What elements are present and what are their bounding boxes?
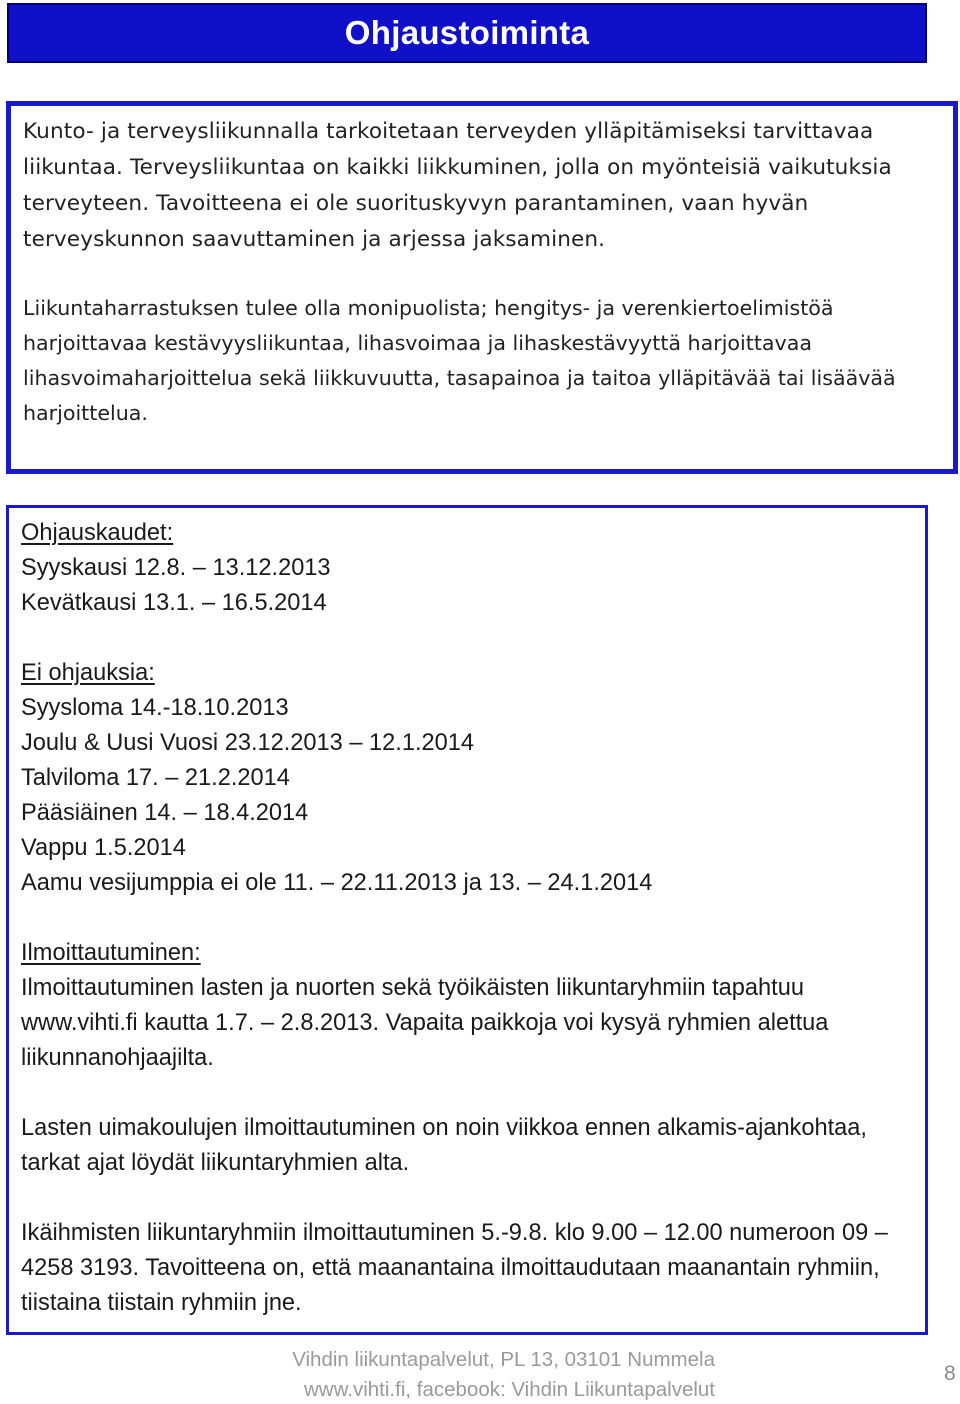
break-item: Pääsiäinen 14. – 18.4.2014: [21, 800, 309, 826]
seasons-heading: Ohjauskaudet:: [21, 520, 174, 546]
registration-paragraph-2: Lasten uimakoulujen ilmoittautuminen on noin viikkoa ennen alkamis-ajankohtaa, tarkat ajat löydät liikuntaryhmien alta.: [21, 1115, 867, 1176]
spacer: [21, 621, 915, 656]
intro-paragraph-1: Kunto- ja terveysliikunnalla tarkoitetaan terveyden ylläpitämiseksi tarvittavaa liikuntaa. Terveysliikuntaa on kaikki liikkuminen, jolla on myönteisiä vaikutuksia terveyteen. Tavoitteena ei ole suorituskyvyn parantaminen, vaan hyvän terveyskunnon saavuttaminen ja arjessa jaksaminen.: [23, 119, 892, 252]
registration-paragraph-3: Ikäihmisten liikuntaryhmiin ilmoittautuminen 5.-9.8. klo 9.00 – 12.00 numeroon 09 – 4258 3193. Tavoitteena on, että maanantaina ilmoittaudutaan maanantain ryhmiin, tiistaina tiistain ryhmiin jne.: [21, 1220, 888, 1316]
registration-paragraph-1: Ilmoittautuminen lasten ja nuorten sekä työikäisten liikuntaryhmiin tapahtuu www.vihti.fi kautta 1.7. – 2.8.2013. Vapaita paikkoja voi kysyä ryhmien alettua liikunnanohjaajilta.: [21, 975, 829, 1071]
title-banner: [7, 3, 927, 63]
breaks-heading: Ei ohjauksia:: [21, 660, 155, 686]
page-title: Ohjaustoiminta: [344, 14, 590, 51]
break-item: Syysloma 14.-18.10.2013: [21, 695, 289, 721]
break-item: Aamu vesijumppia ei ole 11. – 22.11.2013 ja 13. – 24.1.2014: [21, 870, 653, 896]
break-item: Vappu 1.5.2014: [21, 835, 186, 861]
season-item-spring: Kevätkausi 13.1. – 16.5.2014: [21, 590, 327, 616]
break-item: Talviloma 17. – 21.2.2014: [21, 765, 290, 791]
info-box: [6, 505, 928, 1335]
registration-heading: Ilmoittautuminen:: [21, 940, 201, 966]
spacer: [21, 901, 915, 936]
intro-box: [6, 101, 958, 474]
season-item-autumn: Syyskausi 12.8. – 13.12.2013: [21, 555, 331, 581]
spacer: [21, 1181, 915, 1216]
page-number: 8: [944, 1362, 956, 1385]
intro-paragraph-2: Liikuntaharrastuksen tulee olla monipuolista; hengitys- ja verenkiertoelimistöä harjoittavaa kestävyysliikuntaa, lihasvoimaa ja lihaskestävyyttä harjoittavaa lihasvoimaharjoittelua sekä liikkuvuutta, tasapainoa ja taitoa ylläpitävää tai lisäävää harjoittelua.: [23, 296, 896, 425]
footer-address: Vihdin liikuntapalvelut, PL 13, 03101 Nummela: [292, 1348, 715, 1371]
footer-links: www.vihti.fi, facebook: Vihdin Liikuntapalvelut: [304, 1378, 715, 1401]
spacer: [21, 1076, 915, 1111]
break-item: Joulu & Uusi Vuosi 23.12.2013 – 12.1.2014: [21, 730, 474, 756]
